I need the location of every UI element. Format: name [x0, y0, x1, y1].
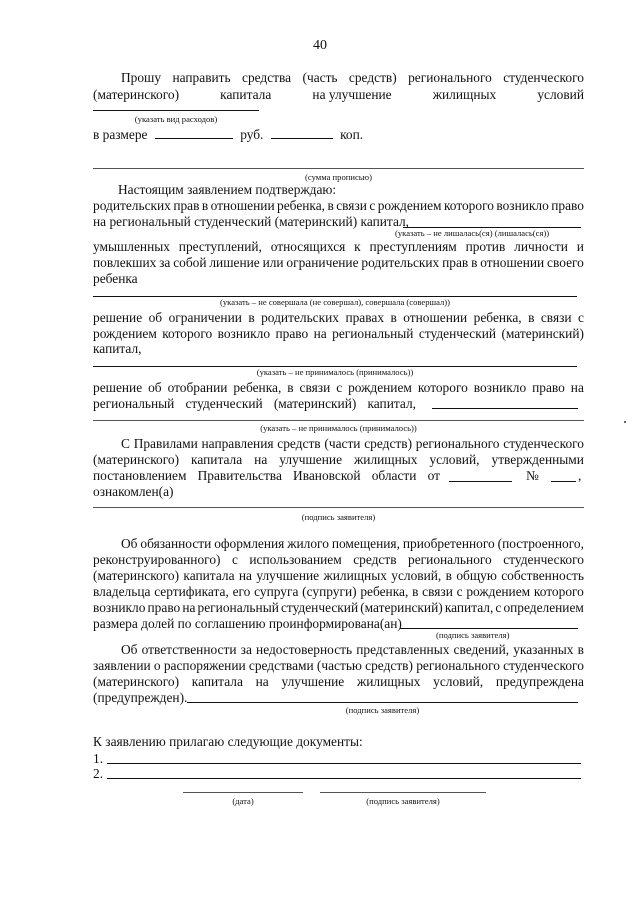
word: рождением [377, 198, 442, 213]
acquainted-label: ознакомлен(а) [93, 484, 174, 499]
word: (материнского) [93, 568, 180, 583]
word: Об [121, 536, 138, 551]
word: его [232, 584, 251, 599]
word: (материнский) [501, 326, 584, 341]
expense-type-hint: (указать вид расходов) [134, 114, 218, 124]
obligation-line-5 [93, 601, 584, 614]
amount-row [93, 127, 363, 141]
final-signature-hint: (подпись заявителя) [366, 796, 440, 806]
deprived-hint: (указать – не лишалась(ся) (лишалась(ся)) [395, 228, 550, 238]
word: обязанности [140, 536, 212, 551]
word: определением [503, 600, 584, 615]
word: прав [442, 255, 469, 270]
word: условий [537, 87, 584, 102]
word: капитал, [367, 396, 416, 411]
word: решение [93, 380, 143, 395]
obligation-signature-field[interactable] [400, 628, 578, 629]
word: (материнский) [360, 600, 443, 615]
word: об [148, 310, 163, 325]
word: повлекших [93, 255, 157, 270]
liability-line-2 [93, 659, 584, 672]
word: отношении [210, 198, 275, 213]
page-number: 40 [313, 38, 327, 53]
confirm-heading: Настоящим заявлением подтверждаю: [118, 182, 337, 197]
word: общую [456, 568, 497, 583]
word: ограничение [286, 255, 359, 270]
request-line-2 [93, 88, 584, 101]
word: с [336, 380, 343, 395]
word: регионального [416, 658, 500, 673]
amount-label: в размере [93, 127, 148, 142]
final-signature-field[interactable] [320, 792, 486, 793]
word: супруга [254, 584, 299, 599]
word: жилищных [323, 568, 387, 583]
word: Правительства [197, 468, 282, 483]
restriction-line-1 [93, 311, 584, 324]
word: возникло [473, 380, 527, 395]
word: родительских [261, 310, 339, 325]
request-line-1 [121, 71, 584, 84]
word: (материнского) [93, 87, 180, 102]
word: право [147, 600, 181, 615]
word: в [390, 310, 397, 325]
word: об [148, 380, 162, 395]
word: оформления [214, 536, 285, 551]
word: правах [345, 310, 385, 325]
word: в [577, 642, 584, 657]
word: решение [93, 310, 143, 325]
word: в [327, 198, 334, 213]
word: (части [324, 436, 361, 451]
rub-label: руб. [240, 127, 264, 142]
word: капитала [191, 452, 243, 467]
word: (материнский) [273, 396, 357, 411]
word: которого [162, 326, 213, 341]
word: жилищных [432, 87, 497, 102]
word: прав [173, 198, 200, 213]
word: право [275, 326, 309, 341]
word: улучшение [279, 452, 343, 467]
word: на [570, 380, 584, 395]
word: Об [121, 642, 138, 657]
word: преступлений, [178, 239, 262, 254]
word: возникло [217, 326, 271, 341]
word: в [471, 255, 478, 270]
word: возникло [496, 198, 549, 213]
word: которого [443, 198, 494, 213]
restriction-line-2 [93, 327, 584, 340]
word: утвержденными [491, 452, 584, 467]
word: (супруги) [302, 584, 357, 599]
word: средств) [365, 658, 413, 673]
word: или [262, 255, 284, 270]
word: на [255, 674, 269, 689]
removal-line-1 [93, 381, 584, 394]
word: студенческого [503, 436, 584, 451]
word: сведений, [453, 642, 510, 657]
word: средствами [248, 658, 314, 673]
word: средства [242, 70, 292, 85]
word: связи [422, 584, 453, 599]
word: Правилами [133, 436, 198, 451]
word: приобретенного [402, 536, 495, 551]
obligation-line-3 [93, 569, 584, 582]
word: к [354, 239, 361, 254]
word: с [578, 310, 584, 325]
date-hint: (дата) [232, 796, 254, 806]
word: недостоверность [256, 642, 353, 657]
word: условий, [433, 674, 484, 689]
word: средств) [364, 436, 413, 451]
word: право [532, 380, 565, 395]
word: рождением [348, 380, 412, 395]
word: постановлением [93, 468, 187, 483]
word: ограничении [168, 310, 242, 325]
kop-label: коп. [340, 127, 364, 142]
word: связи [540, 310, 572, 325]
word: улучшение [281, 674, 345, 689]
word: собой [173, 255, 207, 270]
word: региональный [93, 396, 175, 411]
obligation-signature-hint: (подпись заявителя) [436, 630, 510, 640]
date-field[interactable] [183, 792, 303, 793]
word: регионального [415, 436, 500, 451]
confirm-line-2: на региональный студенческий (материнский) капитал, [93, 214, 410, 229]
word: о [153, 658, 161, 673]
word: на [313, 326, 327, 341]
expense-type-field[interactable] [93, 110, 259, 111]
word: (часть [302, 70, 338, 85]
word: относящихся [270, 239, 346, 254]
word: собственность [501, 568, 584, 583]
crimes-line-1 [93, 240, 584, 253]
word: в [201, 198, 209, 213]
word: за [240, 642, 252, 657]
word: капитала [191, 674, 243, 689]
word: регионального [408, 552, 492, 567]
word: Прошу [121, 70, 162, 85]
word: сертификата, [154, 584, 229, 599]
resolution-number-field[interactable] [551, 481, 576, 482]
word: с [456, 584, 463, 599]
restriction-line-3: капитал, [93, 341, 142, 356]
word: в [445, 568, 452, 583]
word: распоряжении [163, 658, 246, 673]
amount-words-hint: (сумма прописью) [305, 172, 372, 182]
word: региональный [332, 326, 414, 341]
word: с [495, 600, 502, 615]
word: против [465, 239, 506, 254]
word: студенческий [280, 600, 359, 615]
word: ребенка, [277, 198, 326, 213]
word: ребенка, [360, 584, 409, 599]
word: связи [299, 380, 331, 395]
word: отношении [480, 255, 545, 270]
word: регионального [408, 70, 492, 85]
word: преступлениям [369, 239, 457, 254]
restriction-hint: (указать – не принималось (принималось)) [256, 367, 414, 377]
word: студенческий [185, 396, 263, 411]
word: право [551, 198, 584, 213]
word: области [371, 468, 417, 483]
scan-mark [624, 421, 626, 423]
word: указанных [513, 642, 574, 657]
resolution-date-field[interactable] [449, 481, 512, 482]
word: связи [336, 198, 367, 213]
attachment-field-1[interactable] [107, 763, 581, 764]
word: которого [417, 380, 468, 395]
word: С [121, 436, 130, 451]
word: предупреждена [495, 674, 584, 689]
word: ответственности [141, 642, 237, 657]
attachment-number-2: 2. [93, 766, 104, 781]
rules-line-3 [93, 469, 440, 482]
word: в [412, 584, 419, 599]
word: средств) [348, 70, 397, 85]
word: своего [547, 255, 584, 270]
obligation-line-4 [93, 585, 584, 598]
liability-line-3 [93, 675, 584, 688]
crimes-line-2 [93, 256, 584, 269]
word: которого [533, 584, 584, 599]
word: на [254, 452, 268, 467]
word: в [287, 380, 294, 395]
attachment-number-1: 1. [93, 751, 104, 766]
word: ребенка, [233, 380, 282, 395]
word: жилищных [354, 452, 418, 467]
liability-signature-field[interactable] [187, 702, 578, 703]
attachments-intro: К заявлению прилагаю следующие документы: [93, 734, 363, 749]
word: капитал, [444, 600, 494, 615]
word: владельца [93, 584, 151, 599]
word: средств [277, 436, 321, 451]
word: студенческий [418, 326, 497, 341]
word: Ивановской [293, 468, 361, 483]
word: лишение [209, 255, 260, 270]
attachment-field-2[interactable] [107, 778, 581, 779]
crimes-line-3: ребенка [93, 271, 138, 286]
word: с [231, 552, 238, 567]
word: за [159, 255, 171, 270]
kopecks-field[interactable] [271, 127, 333, 139]
number-sign: № [526, 468, 539, 483]
word: использованием [249, 552, 342, 567]
word: на [182, 600, 196, 615]
word: заявлении [93, 658, 151, 673]
word: в [248, 310, 255, 325]
word: (материнского) [93, 452, 180, 467]
word: жилищных [356, 674, 421, 689]
removal-hint: (указать – не принималось (принималось)) [260, 423, 417, 433]
word: капитала [220, 87, 272, 102]
amount-words-field[interactable] [93, 168, 584, 169]
word: родительских [361, 255, 440, 270]
committed-hint: (указать – не совершала (не совершал), совершала (совершал)) [219, 297, 451, 307]
rubles-field[interactable] [155, 127, 233, 139]
word: направить [172, 70, 231, 85]
word: студенческого [503, 658, 584, 673]
word: на улучшение [312, 87, 392, 102]
word: улучшение [256, 568, 320, 583]
word: (частью [316, 658, 362, 673]
rules-signature-hint: (подпись заявителя) [301, 512, 376, 522]
liability-signature-hint: (подпись заявителя) [345, 705, 420, 715]
word: реконструированного) [93, 552, 221, 567]
word: капитала [183, 568, 235, 583]
liability-line-4: (предупрежден). [93, 690, 188, 705]
word: рождением [93, 326, 157, 341]
word: в [528, 310, 535, 325]
word: рождением [466, 584, 531, 599]
word: родительских [93, 198, 171, 213]
rules-signature-field[interactable] [93, 507, 584, 508]
removal-field[interactable] [432, 408, 578, 409]
confirm-line-1 [93, 199, 584, 212]
rules-line-2 [93, 453, 584, 466]
word: отобрании [167, 380, 228, 395]
word: (материнского) [93, 674, 180, 689]
word: возникло [93, 600, 146, 615]
word: средств [353, 552, 397, 567]
word: ребенка, [473, 310, 522, 325]
word: и [576, 239, 584, 254]
word: представленных [356, 642, 450, 657]
word: направления [201, 436, 274, 451]
word: региональный [197, 600, 279, 615]
word: студенческого [503, 70, 584, 85]
removal-separator [93, 420, 584, 421]
word: на [238, 568, 252, 583]
obligation-line-6: размера долей по соглашению проинформирована(ан) [93, 616, 402, 631]
word: с [369, 198, 376, 213]
word: условий, [429, 452, 480, 467]
word: помещения, [331, 536, 400, 551]
word: отношении [403, 310, 468, 325]
obligation-line-1 [121, 537, 584, 550]
liability-line-1 [121, 643, 584, 656]
rules-line-1 [121, 437, 584, 450]
obligation-line-2 [93, 553, 584, 566]
word: умышленных [93, 239, 170, 254]
word: жилого [287, 536, 329, 551]
word: условий, [391, 568, 442, 583]
word: личности [514, 239, 568, 254]
word: студенческого [503, 552, 584, 567]
removal-line-2 [93, 397, 416, 410]
word: (построенного, [497, 536, 584, 551]
word: от [427, 468, 440, 483]
